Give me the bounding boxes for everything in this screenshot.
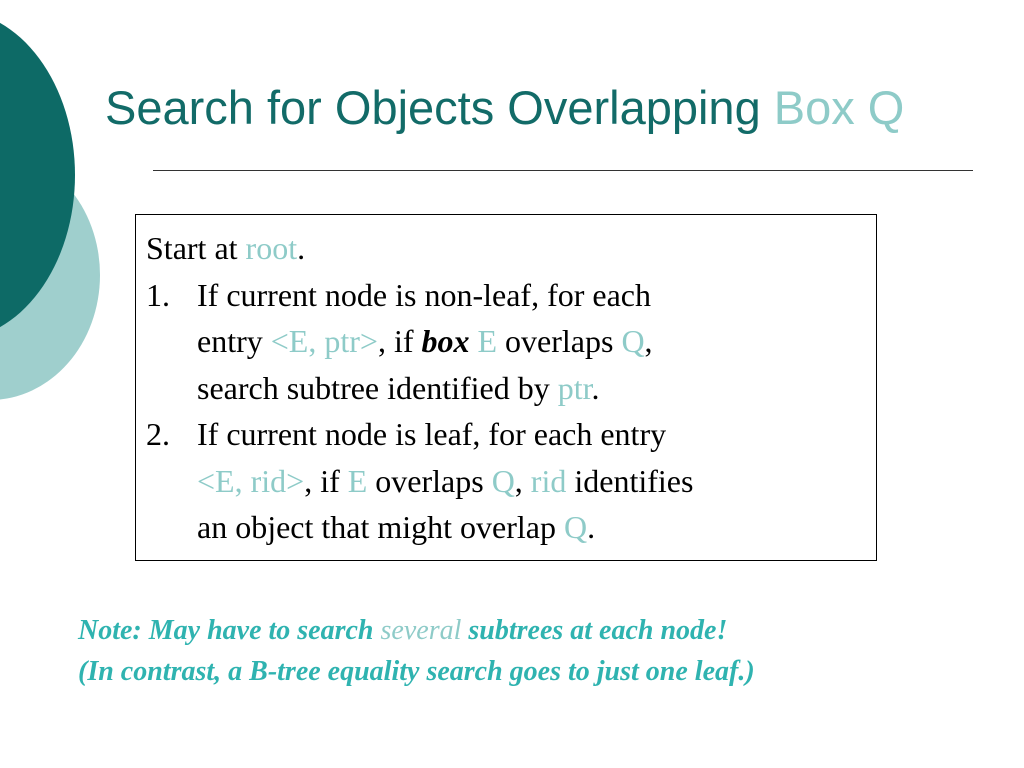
- note-line-1: Note: May have to search several subtrees at each node!: [78, 615, 728, 646]
- step-2-number: 2.: [146, 416, 170, 452]
- note-line-2: (In contrast, a B-tree equality search goes to just one leaf.): [78, 656, 755, 687]
- note-text: [78, 610, 755, 692]
- root-term: root: [245, 230, 298, 266]
- entry-term: <E, rid>: [197, 462, 305, 499]
- slide-title: [105, 80, 904, 135]
- step-2-line-1: 2. If current node is leaf, for each entry: [146, 411, 876, 458]
- step-1-line-2: entry <E, ptr>, if box E overlaps Q,: [197, 323, 653, 359]
- title-divider: [153, 170, 973, 171]
- several-term: several: [380, 615, 462, 646]
- algorithm-box: [135, 214, 877, 561]
- step-1-line-3: search subtree identified by ptr.: [197, 369, 600, 406]
- q-term: Q: [491, 462, 515, 499]
- step-1-line-1: 1. If current node is non-leaf, for each: [146, 272, 876, 319]
- title-accent: Box Q: [773, 81, 905, 134]
- rid-term: rid: [530, 462, 567, 499]
- q-term: Q: [564, 509, 588, 545]
- ptr-term: ptr: [557, 369, 592, 406]
- start-line: Start at root.: [146, 230, 306, 266]
- step-2-line-3: an object that might overlap Q.: [197, 509, 596, 545]
- entry-term: <E, ptr>: [270, 323, 378, 359]
- q-term: Q: [621, 323, 645, 359]
- box-term: box: [421, 323, 470, 359]
- title-main: Search for Objects Overlapping: [105, 81, 774, 134]
- e-term: E: [347, 462, 368, 499]
- step-1-number: 1.: [146, 276, 170, 313]
- step-2-line-2: <E, rid>, if E overlaps Q, rid identifies: [197, 462, 694, 499]
- e-term: E: [477, 323, 498, 359]
